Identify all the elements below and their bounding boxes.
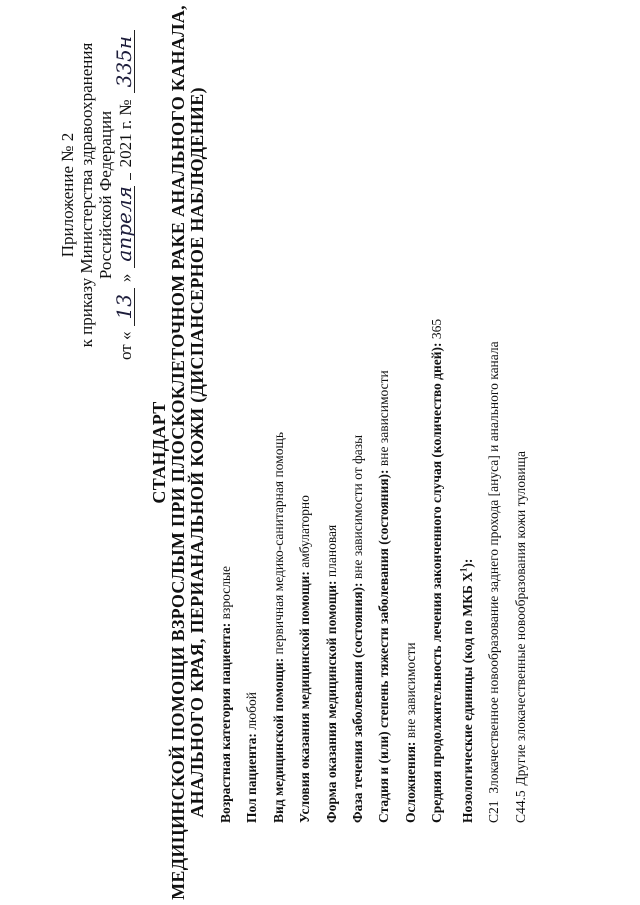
- nosology-code-row: [513, 23, 529, 823]
- field-label: Пол пациента:: [244, 733, 260, 823]
- order-blank-line: [130, 173, 131, 179]
- field-average-duration: [429, 23, 445, 823]
- field-disease-phase: [350, 23, 366, 823]
- icd-description: Другие злокачественные новообразования кожи туловища: [512, 450, 528, 786]
- nosology-code-row: [486, 23, 502, 823]
- field-value: взрослые: [218, 566, 233, 623]
- field-label: Вид медицинской помощи:: [270, 657, 286, 823]
- icd-code: C21: [486, 800, 502, 823]
- field-value: вне зависимости: [402, 642, 418, 742]
- appendix-line-2: Российской Федерации: [96, 110, 115, 280]
- standard-title-block: [150, 0, 207, 905]
- field-care-form: [324, 23, 340, 823]
- field-label: Осложнения:: [402, 741, 418, 823]
- standard-title-line-2: АНАЛЬНОГО КРАЯ, ПЕРИАНАЛЬНОЙ КОЖИ (ДИСПАНСЕРНОЕ НАБЛЮДЕНИЕ): [187, 87, 207, 818]
- icd-description: Злокачественное новообразование заднего прохода [ануса] и анального канала: [486, 341, 502, 794]
- field-value: любой: [244, 692, 260, 734]
- field-value: амбулаторно: [297, 495, 313, 572]
- field-value: плановая: [323, 524, 339, 581]
- field-care-conditions: [297, 23, 313, 823]
- appendix-title: Приложение № 2: [58, 132, 77, 258]
- standard-title-line-1: МЕДИЦИНСКОЙ ПОМОЩИ ВЗРОСЛЫМ ПРИ ПЛОСКОКЛЕТОЧНОМ РАКЕ АНАЛЬНОГО КАНАЛА,: [168, 5, 188, 900]
- field-nosology: [456, 23, 477, 823]
- field-value: 365: [429, 318, 445, 343]
- field-disease-stage: [376, 23, 392, 823]
- field-patient-sex: [244, 23, 260, 823]
- field-complications: [403, 23, 419, 823]
- order-date-row: [112, 30, 136, 360]
- field-label: [460, 559, 475, 823]
- field-label: Возрастная категория пациента:: [218, 622, 233, 823]
- field-age-category: [218, 23, 234, 823]
- order-number-handwritten: 335н: [115, 30, 135, 93]
- order-month-handwritten: апреля: [115, 186, 135, 268]
- field-label: Средняя продолжительность лечения законченного случая (количество дней):: [429, 342, 445, 823]
- nosology-label-end: ):: [460, 558, 476, 568]
- order-day-handwritten: 13: [115, 288, 135, 325]
- field-value: вне зависимости от фазы: [349, 434, 365, 583]
- field-value: первичная медико-санитарная помощь: [270, 431, 286, 658]
- field-care-type: [271, 23, 287, 823]
- icd-code: C44.5: [512, 790, 528, 823]
- appendix-line-1: к приказу Министерства здравоохранения: [77, 42, 96, 348]
- appendix-block: [58, 30, 135, 360]
- field-label: Фаза течения заболевания (состояния):: [349, 582, 365, 823]
- nosology-footnote-mark: 1: [458, 567, 469, 573]
- order-from-prefix: от «: [116, 331, 135, 360]
- nosology-label: Нозологические единицы (код по МКБ X: [460, 572, 476, 823]
- order-from-mid: »: [116, 273, 135, 283]
- standard-title: СТАНДАРТ: [149, 401, 169, 504]
- field-value: вне зависимости: [376, 370, 392, 470]
- field-label: Форма оказания медицинской помощи:: [323, 580, 339, 823]
- field-label: Стадия и (или) степень тяжести заболевания (состояния):: [376, 469, 392, 823]
- order-year: 2021 г. №: [116, 99, 135, 168]
- standard-fields: [218, 23, 539, 823]
- field-label: Условия оказания медицинской помощи:: [297, 571, 313, 823]
